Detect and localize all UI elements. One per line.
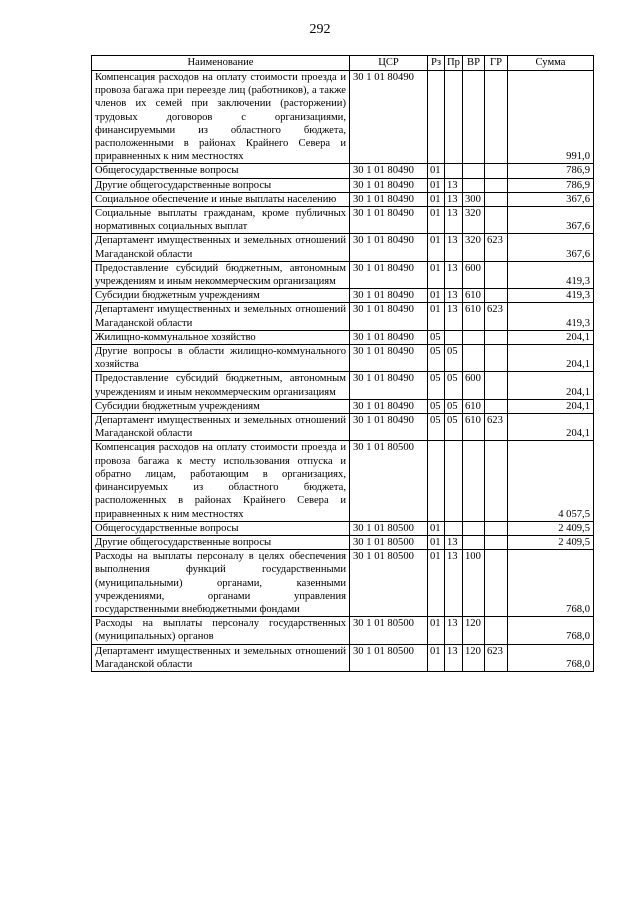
row-pr: 13 <box>445 644 463 671</box>
row-gr <box>485 535 508 549</box>
table-row <box>92 535 594 549</box>
row-rz: 05 <box>428 330 445 344</box>
table-header-row <box>92 56 594 71</box>
row-rz: 01 <box>428 550 445 617</box>
row-name: Общегосударственные вопросы <box>92 521 350 535</box>
row-name: Компенсация расходов на оплату стоимости проезда и провоза багажа при переезде лиц (работников), а также членов их семей при заключении (расторжении) трудовых договоров с организациями, финансируемыми из областного бюджета, расположенными в районах Крайнего Севера и приравненных к ним местностях <box>92 71 350 164</box>
row-sum: 367,6 <box>508 207 594 234</box>
row-pr: 13 <box>445 550 463 617</box>
row-name: Департамент имущественных и земельных отношений Магаданской области <box>92 644 350 671</box>
row-pr: 13 <box>445 192 463 206</box>
row-rz: 01 <box>428 535 445 549</box>
table-row <box>92 414 594 441</box>
row-gr <box>485 521 508 535</box>
row-csr: 30 1 01 80490 <box>350 164 428 178</box>
row-sum: 419,3 <box>508 303 594 330</box>
row-name: Другие вопросы в области жилищно-коммунального хозяйства <box>92 345 350 372</box>
row-pr: 05 <box>445 345 463 372</box>
row-rz: 05 <box>428 414 445 441</box>
table-row <box>92 345 594 372</box>
row-sum: 204,1 <box>508 399 594 413</box>
row-sum: 419,3 <box>508 289 594 303</box>
row-csr: 30 1 01 80490 <box>350 261 428 288</box>
row-rz: 01 <box>428 234 445 261</box>
row-name: Субсидии бюджетным учреждениям <box>92 399 350 413</box>
row-gr <box>485 261 508 288</box>
row-vr <box>463 71 485 164</box>
row-name: Социальные выплаты гражданам, кроме публичных нормативных социальных выплат <box>92 207 350 234</box>
row-gr <box>485 617 508 644</box>
row-sum: 204,1 <box>508 345 594 372</box>
table-row <box>92 330 594 344</box>
row-gr <box>485 71 508 164</box>
row-csr: 30 1 01 80490 <box>350 207 428 234</box>
row-pr: 13 <box>445 178 463 192</box>
row-gr <box>485 399 508 413</box>
row-pr: 13 <box>445 617 463 644</box>
row-rz: 01 <box>428 521 445 535</box>
row-csr: 30 1 01 80490 <box>350 372 428 399</box>
row-sum: 786,9 <box>508 164 594 178</box>
row-rz: 05 <box>428 372 445 399</box>
row-sum: 367,6 <box>508 234 594 261</box>
row-csr: 30 1 01 80490 <box>350 414 428 441</box>
row-gr <box>485 441 508 521</box>
table-row <box>92 372 594 399</box>
row-rz: 01 <box>428 261 445 288</box>
row-rz <box>428 71 445 164</box>
row-csr: 30 1 01 80500 <box>350 441 428 521</box>
table-row <box>92 399 594 413</box>
header-name: Наименование <box>92 56 350 71</box>
row-vr <box>463 178 485 192</box>
row-gr <box>485 372 508 399</box>
row-rz: 01 <box>428 303 445 330</box>
row-gr: 623 <box>485 303 508 330</box>
row-sum: 204,1 <box>508 330 594 344</box>
row-csr: 30 1 01 80490 <box>350 289 428 303</box>
table-row <box>92 521 594 535</box>
row-rz: 01 <box>428 207 445 234</box>
table-row <box>92 207 594 234</box>
row-rz: 01 <box>428 617 445 644</box>
row-sum: 786,9 <box>508 178 594 192</box>
row-vr: 100 <box>463 550 485 617</box>
row-sum: 204,1 <box>508 372 594 399</box>
row-sum: 204,1 <box>508 414 594 441</box>
row-name: Другие общегосударственные вопросы <box>92 178 350 192</box>
table-row <box>92 192 594 206</box>
row-vr: 610 <box>463 414 485 441</box>
row-vr <box>463 345 485 372</box>
header-pr: Пр <box>445 56 463 71</box>
row-rz: 01 <box>428 164 445 178</box>
row-sum: 2 409,5 <box>508 521 594 535</box>
row-vr <box>463 164 485 178</box>
row-sum: 768,0 <box>508 644 594 671</box>
row-rz: 05 <box>428 345 445 372</box>
row-pr: 13 <box>445 303 463 330</box>
row-pr: 13 <box>445 535 463 549</box>
row-rz <box>428 441 445 521</box>
row-sum: 991,0 <box>508 71 594 164</box>
row-rz: 01 <box>428 644 445 671</box>
row-sum: 768,0 <box>508 617 594 644</box>
row-name: Предоставление субсидий бюджетным, автономным учреждениям и иным некоммерческим организациям <box>92 372 350 399</box>
row-csr: 30 1 01 80500 <box>350 535 428 549</box>
table-row <box>92 71 594 164</box>
row-vr <box>463 521 485 535</box>
row-gr <box>485 330 508 344</box>
row-gr: 623 <box>485 234 508 261</box>
page-number: 292 <box>309 22 331 37</box>
row-name: Компенсация расходов на оплату стоимости проезда и провоза багажа к месту использования отпуска и обратно лицам, работающим в организациях, финансируемых из областного бюджета, расположенных в районах Крайнего Севера и приравненных к ним местностях <box>92 441 350 521</box>
row-rz: 05 <box>428 399 445 413</box>
row-name: Расходы на выплаты персоналу в целях обеспечения выполнения функций государственными (муниципальными) органами, казенными учреждениями, органами управления государственными внебюджетными фондами <box>92 550 350 617</box>
row-csr: 30 1 01 80490 <box>350 330 428 344</box>
row-gr <box>485 192 508 206</box>
budget-table <box>91 55 594 672</box>
row-pr: 13 <box>445 261 463 288</box>
row-pr: 13 <box>445 234 463 261</box>
row-pr <box>445 71 463 164</box>
row-pr <box>445 521 463 535</box>
row-csr: 30 1 01 80490 <box>350 71 428 164</box>
row-sum: 367,6 <box>508 192 594 206</box>
row-name: Другие общегосударственные вопросы <box>92 535 350 549</box>
table-row <box>92 234 594 261</box>
row-csr: 30 1 01 80500 <box>350 617 428 644</box>
row-csr: 30 1 01 80490 <box>350 234 428 261</box>
row-vr: 600 <box>463 372 485 399</box>
row-vr: 610 <box>463 399 485 413</box>
header-sum: Сумма <box>508 56 594 71</box>
row-sum: 768,0 <box>508 550 594 617</box>
row-vr <box>463 441 485 521</box>
row-pr: 05 <box>445 414 463 441</box>
row-vr <box>463 535 485 549</box>
row-pr <box>445 330 463 344</box>
row-csr: 30 1 01 80500 <box>350 550 428 617</box>
row-name: Социальное обеспечение и иные выплаты населению <box>92 192 350 206</box>
row-gr: 623 <box>485 644 508 671</box>
row-vr: 300 <box>463 192 485 206</box>
row-csr: 30 1 01 80490 <box>350 178 428 192</box>
row-vr: 320 <box>463 207 485 234</box>
row-rz: 01 <box>428 289 445 303</box>
row-name: Департамент имущественных и земельных отношений Магаданской области <box>92 234 350 261</box>
row-name: Расходы на выплаты персоналу государственных (муниципальных) органов <box>92 617 350 644</box>
row-name: Общегосударственные вопросы <box>92 164 350 178</box>
row-pr: 05 <box>445 399 463 413</box>
table-row <box>92 289 594 303</box>
row-csr: 30 1 01 80490 <box>350 399 428 413</box>
row-pr: 13 <box>445 207 463 234</box>
row-gr: 623 <box>485 414 508 441</box>
row-vr: 610 <box>463 303 485 330</box>
row-csr: 30 1 01 80500 <box>350 521 428 535</box>
row-vr: 600 <box>463 261 485 288</box>
row-vr: 120 <box>463 644 485 671</box>
header-csr: ЦСР <box>350 56 428 71</box>
row-pr <box>445 164 463 178</box>
row-vr: 120 <box>463 617 485 644</box>
row-gr <box>485 550 508 617</box>
table-row <box>92 644 594 671</box>
row-gr <box>485 345 508 372</box>
row-sum: 419,3 <box>508 261 594 288</box>
header-vr: ВР <box>463 56 485 71</box>
row-csr: 30 1 01 80500 <box>350 644 428 671</box>
table-row <box>92 441 594 521</box>
row-gr <box>485 164 508 178</box>
row-csr: 30 1 01 80490 <box>350 192 428 206</box>
row-name: Жилищно-коммунальное хозяйство <box>92 330 350 344</box>
row-gr <box>485 207 508 234</box>
row-name: Субсидии бюджетным учреждениям <box>92 289 350 303</box>
row-rz: 01 <box>428 178 445 192</box>
row-name: Департамент имущественных и земельных отношений Магаданской области <box>92 303 350 330</box>
row-pr: 05 <box>445 372 463 399</box>
row-vr: 610 <box>463 289 485 303</box>
table-row <box>92 617 594 644</box>
header-rz: Рз <box>428 56 445 71</box>
header-gr: ГР <box>485 56 508 71</box>
table-row <box>92 550 594 617</box>
table-row <box>92 303 594 330</box>
row-name: Департамент имущественных и земельных отношений Магаданской области <box>92 414 350 441</box>
row-rz: 01 <box>428 192 445 206</box>
row-gr <box>485 289 508 303</box>
row-sum: 2 409,5 <box>508 535 594 549</box>
row-pr <box>445 441 463 521</box>
table-row <box>92 261 594 288</box>
row-csr: 30 1 01 80490 <box>350 303 428 330</box>
row-csr: 30 1 01 80490 <box>350 345 428 372</box>
table-row <box>92 164 594 178</box>
row-sum: 4 057,5 <box>508 441 594 521</box>
row-name: Предоставление субсидий бюджетным, автономным учреждениям и иным некоммерческим организациям <box>92 261 350 288</box>
table-row <box>92 178 594 192</box>
row-vr: 320 <box>463 234 485 261</box>
row-vr <box>463 330 485 344</box>
row-gr <box>485 178 508 192</box>
row-pr: 13 <box>445 289 463 303</box>
